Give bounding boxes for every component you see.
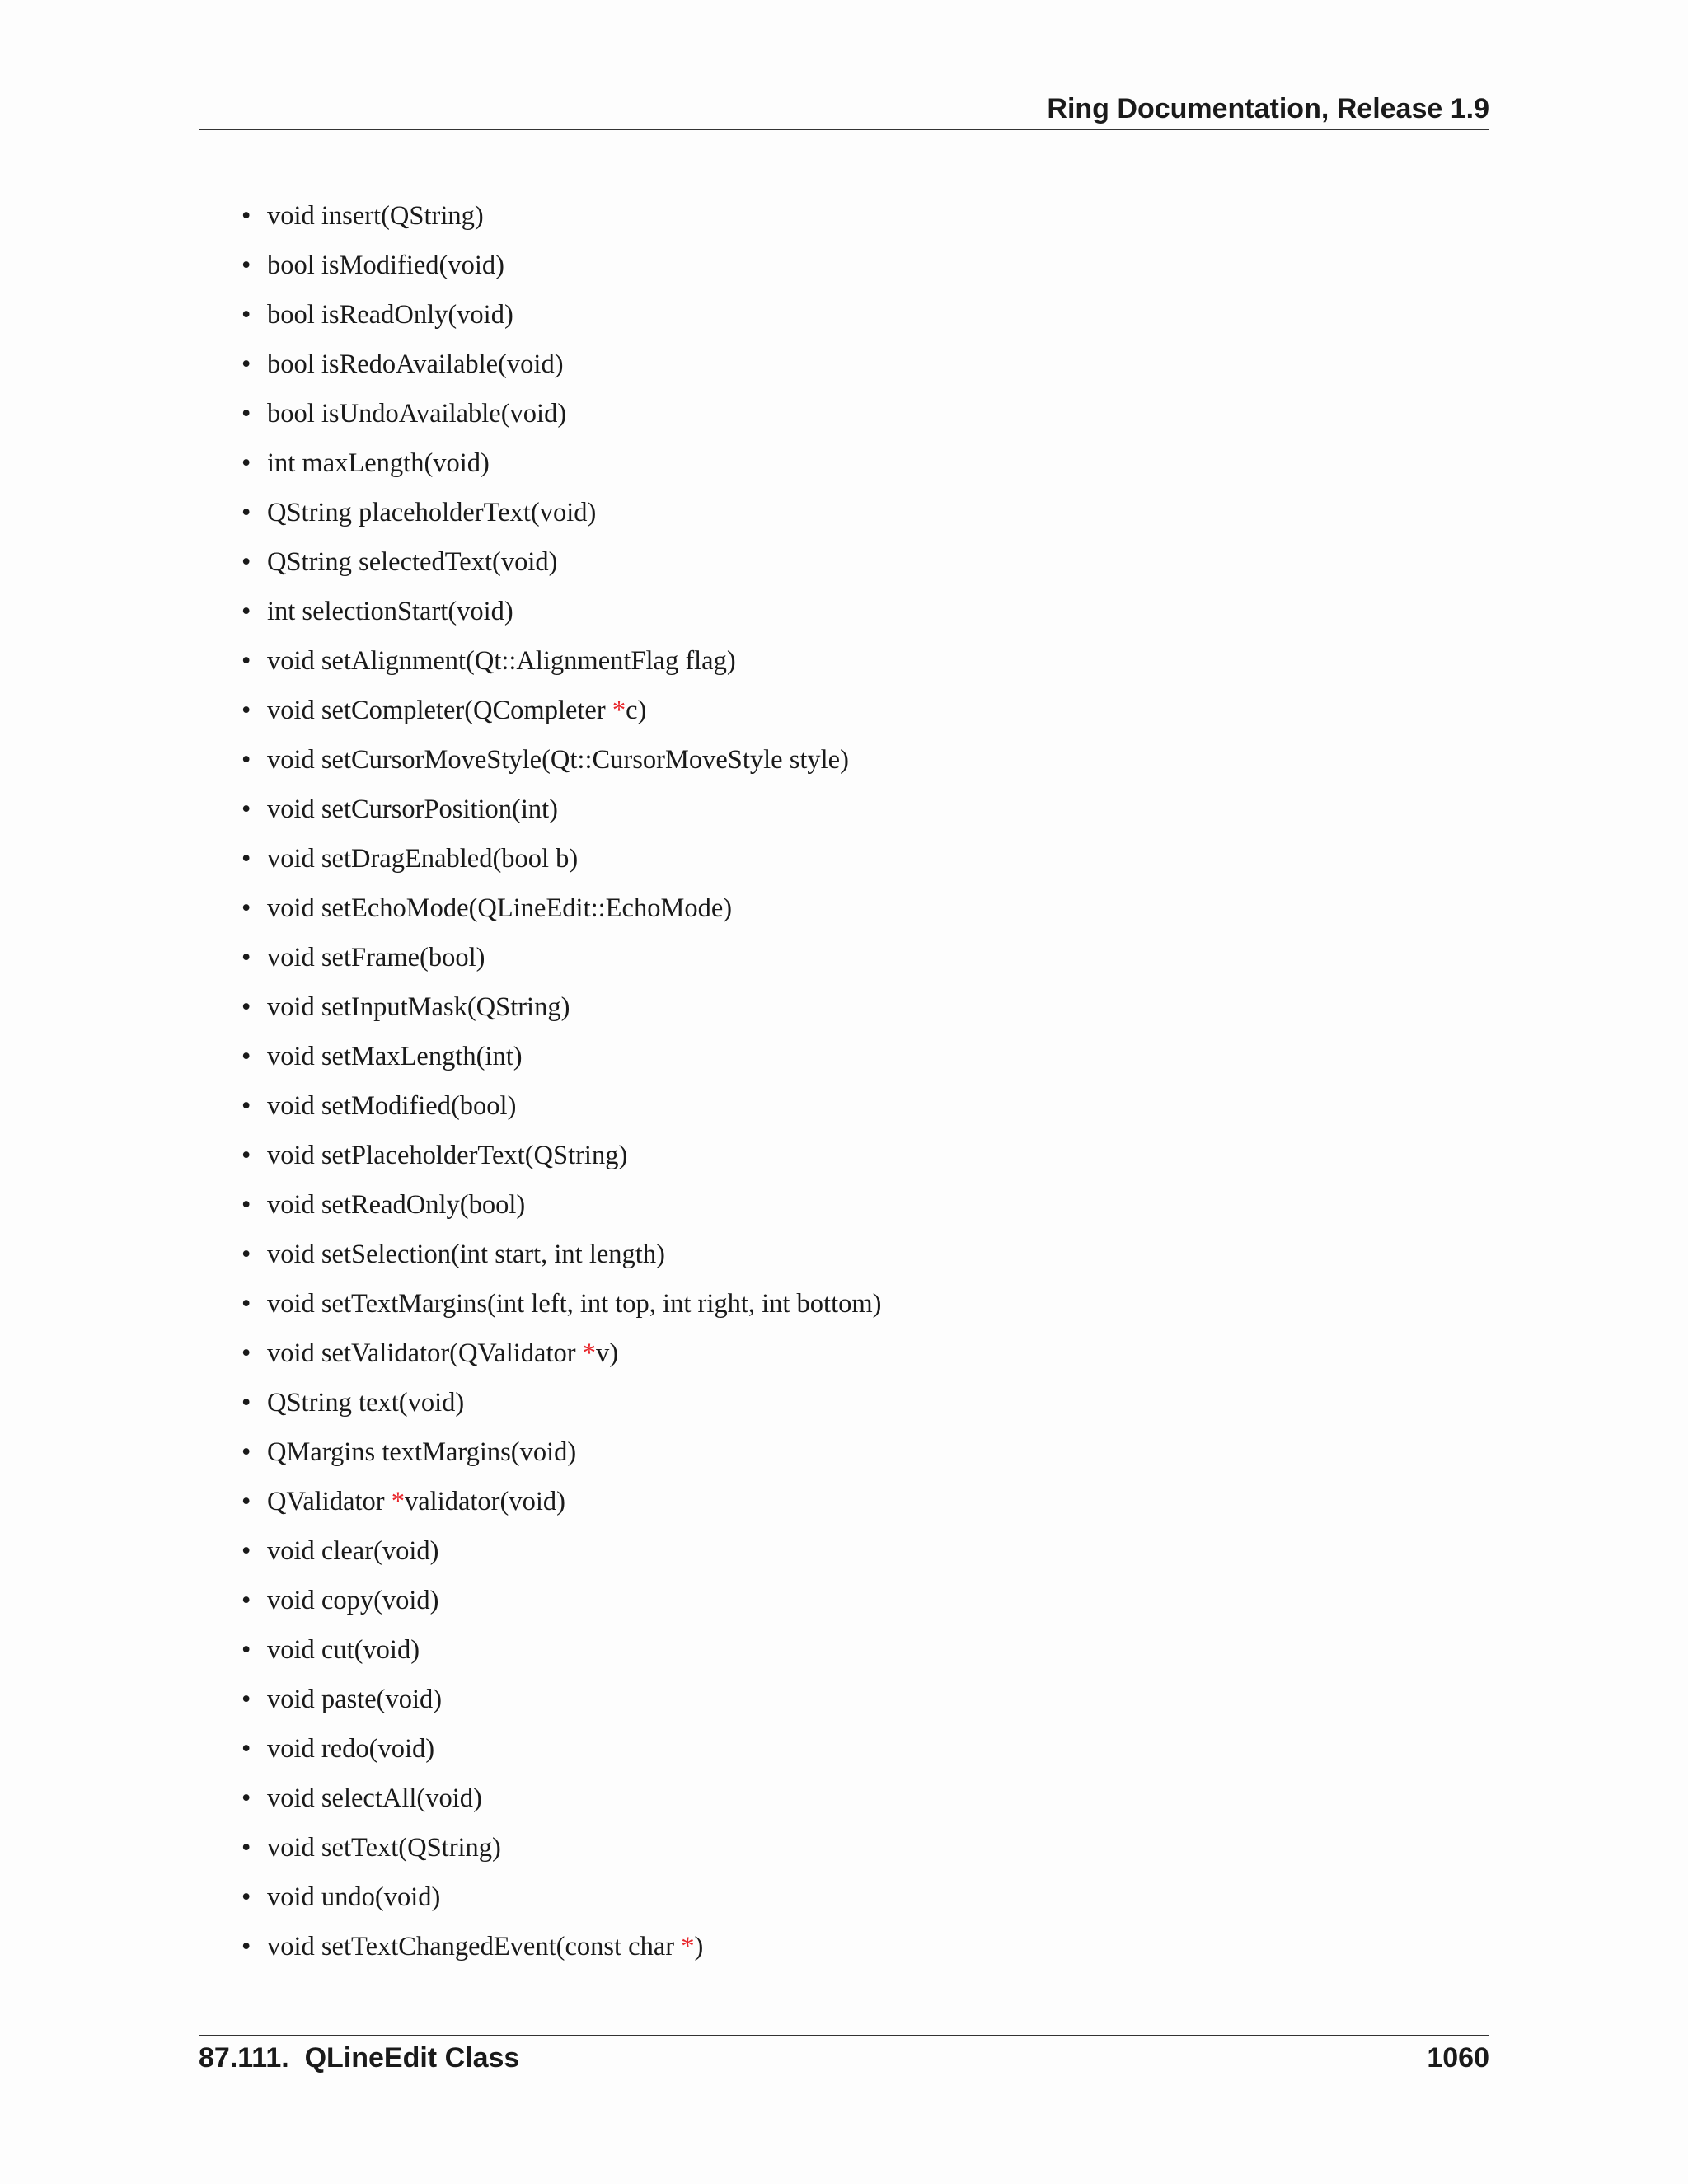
bullet-icon: • [241, 349, 251, 379]
method-signature: void setTextChangedEvent(const char [267, 1932, 682, 1961]
method-list-item [199, 890, 881, 940]
pointer-asterisk: * [681, 1932, 695, 1961]
method-list [199, 198, 881, 1978]
method-signature: void setSelection(int start, int length) [267, 1240, 665, 1269]
method-list-item [199, 1335, 881, 1385]
pointer-asterisk: * [391, 1487, 405, 1516]
method-list-item [199, 989, 881, 1038]
method-signature: void setAlignment(Qt::AlignmentFlag flag) [267, 646, 736, 676]
bullet-icon: • [241, 300, 251, 330]
method-signature: void insert(QString) [267, 201, 484, 231]
method-list-item [199, 297, 881, 346]
method-list-item [199, 940, 881, 989]
bullet-icon: • [241, 201, 251, 231]
method-signature: QMargins textMargins(void) [267, 1437, 577, 1467]
method-list-item [199, 396, 881, 445]
method-signature: bool isUndoAvailable(void) [267, 399, 567, 429]
method-list-item [199, 1038, 881, 1088]
method-list-item [199, 1187, 881, 1236]
method-signature: QString placeholderText(void) [267, 498, 597, 527]
method-list-item [199, 1533, 881, 1582]
method-signature: void cut(void) [267, 1635, 420, 1665]
method-signature: void setEchoMode(QLineEdit::EchoMode) [267, 893, 733, 923]
bullet-icon: • [241, 1734, 251, 1764]
method-list-item [199, 1731, 881, 1780]
bullet-icon: • [241, 943, 251, 972]
method-signature: void setModified(bool) [267, 1091, 517, 1121]
method-signature: void clear(void) [267, 1536, 439, 1566]
method-signature: void setPlaceholderText(QString) [267, 1141, 628, 1170]
bullet-icon: • [241, 1882, 251, 1912]
bullet-icon: • [241, 696, 251, 725]
bullet-icon: • [241, 1388, 251, 1418]
method-signature: void undo(void) [267, 1882, 441, 1912]
pointer-asterisk: * [612, 696, 626, 725]
pointer-asterisk: * [582, 1338, 596, 1368]
method-signature: void setInputMask(QString) [267, 992, 570, 1022]
bullet-icon: • [241, 251, 251, 280]
method-signature-tail: v) [595, 1338, 619, 1368]
method-list-item [199, 1137, 881, 1187]
method-list-item [199, 247, 881, 297]
bullet-icon: • [241, 1338, 251, 1368]
bullet-icon: • [241, 1833, 251, 1863]
method-list-item [199, 1879, 881, 1929]
method-signature: QString text(void) [267, 1388, 465, 1418]
method-signature: void setFrame(bool) [267, 943, 485, 972]
method-signature: QString selectedText(void) [267, 547, 558, 577]
method-list-item [199, 1385, 881, 1434]
method-list-item [199, 742, 881, 791]
method-list-item [199, 544, 881, 593]
bullet-icon: • [241, 399, 251, 429]
bullet-icon: • [241, 1141, 251, 1170]
method-signature: bool isModified(void) [267, 251, 504, 280]
bullet-icon: • [241, 1932, 251, 1961]
method-list-item [199, 1088, 881, 1137]
method-signature: void paste(void) [267, 1685, 443, 1714]
method-signature-tail: ) [694, 1932, 704, 1961]
method-signature: void setCursorPosition(int) [267, 794, 558, 824]
method-signature: void setText(QString) [267, 1833, 501, 1863]
method-signature: void setCursorMoveStyle(Qt::CursorMoveStyle style) [267, 745, 849, 775]
method-list-item [199, 1929, 881, 1978]
method-signature: void setTextMargins(int left, int top, int right, int bottom) [267, 1289, 882, 1319]
bullet-icon: • [241, 745, 251, 775]
method-signature: void setReadOnly(bool) [267, 1190, 526, 1220]
bullet-icon: • [241, 794, 251, 824]
bullet-icon: • [241, 1091, 251, 1121]
method-list-item [199, 1582, 881, 1632]
method-signature: int selectionStart(void) [267, 597, 513, 626]
method-signature: void selectAll(void) [267, 1783, 482, 1813]
method-list-item [199, 494, 881, 544]
bullet-icon: • [241, 448, 251, 478]
method-list-item [199, 1236, 881, 1286]
method-list-item [199, 1681, 881, 1731]
method-signature: bool isRedoAvailable(void) [267, 349, 564, 379]
method-list-item [199, 198, 881, 247]
method-list-item [199, 1632, 881, 1681]
method-list-item [199, 841, 881, 890]
bullet-icon: • [241, 1042, 251, 1071]
method-list-item [199, 1483, 881, 1533]
method-signature-tail: c) [626, 696, 647, 725]
bullet-icon: • [241, 992, 251, 1022]
footer-divider [199, 2035, 1489, 2036]
header-divider [199, 129, 1489, 130]
method-signature: int maxLength(void) [267, 448, 490, 478]
bullet-icon: • [241, 1586, 251, 1615]
method-signature: void redo(void) [267, 1734, 435, 1764]
bullet-icon: • [241, 1783, 251, 1813]
method-list-item [199, 643, 881, 692]
page-number: 1060 [1427, 2042, 1489, 2074]
method-signature: bool isReadOnly(void) [267, 300, 513, 330]
bullet-icon: • [241, 1190, 251, 1220]
bullet-icon: • [241, 1289, 251, 1319]
bullet-icon: • [241, 893, 251, 923]
method-list-item [199, 346, 881, 396]
method-signature: void setValidator(QValidator [267, 1338, 583, 1368]
method-signature: void setCompleter(QCompleter [267, 696, 612, 725]
method-list-item [199, 1830, 881, 1879]
bullet-icon: • [241, 1635, 251, 1665]
bullet-icon: • [241, 1240, 251, 1269]
method-list-item [199, 1780, 881, 1830]
bullet-icon: • [241, 1437, 251, 1467]
method-list-item [199, 445, 881, 494]
bullet-icon: • [241, 1536, 251, 1566]
bullet-icon: • [241, 498, 251, 527]
bullet-icon: • [241, 646, 251, 676]
bullet-icon: • [241, 597, 251, 626]
method-signature: void setMaxLength(int) [267, 1042, 523, 1071]
method-signature: void copy(void) [267, 1586, 439, 1615]
method-list-item [199, 692, 881, 742]
method-signature-tail: validator(void) [404, 1487, 565, 1516]
bullet-icon: • [241, 844, 251, 874]
method-list-item [199, 593, 881, 643]
running-header-title: Ring Documentation, Release 1.9 [1047, 93, 1489, 124]
method-list-item [199, 1286, 881, 1335]
bullet-icon: • [241, 1685, 251, 1714]
footer-section-title: 87.111. QLineEdit Class [199, 2042, 520, 2074]
bullet-icon: • [241, 1487, 251, 1516]
method-signature: QValidator [267, 1487, 392, 1516]
method-list-item [199, 791, 881, 841]
method-list-item [199, 1434, 881, 1483]
method-signature: void setDragEnabled(bool b) [267, 844, 579, 874]
bullet-icon: • [241, 547, 251, 577]
